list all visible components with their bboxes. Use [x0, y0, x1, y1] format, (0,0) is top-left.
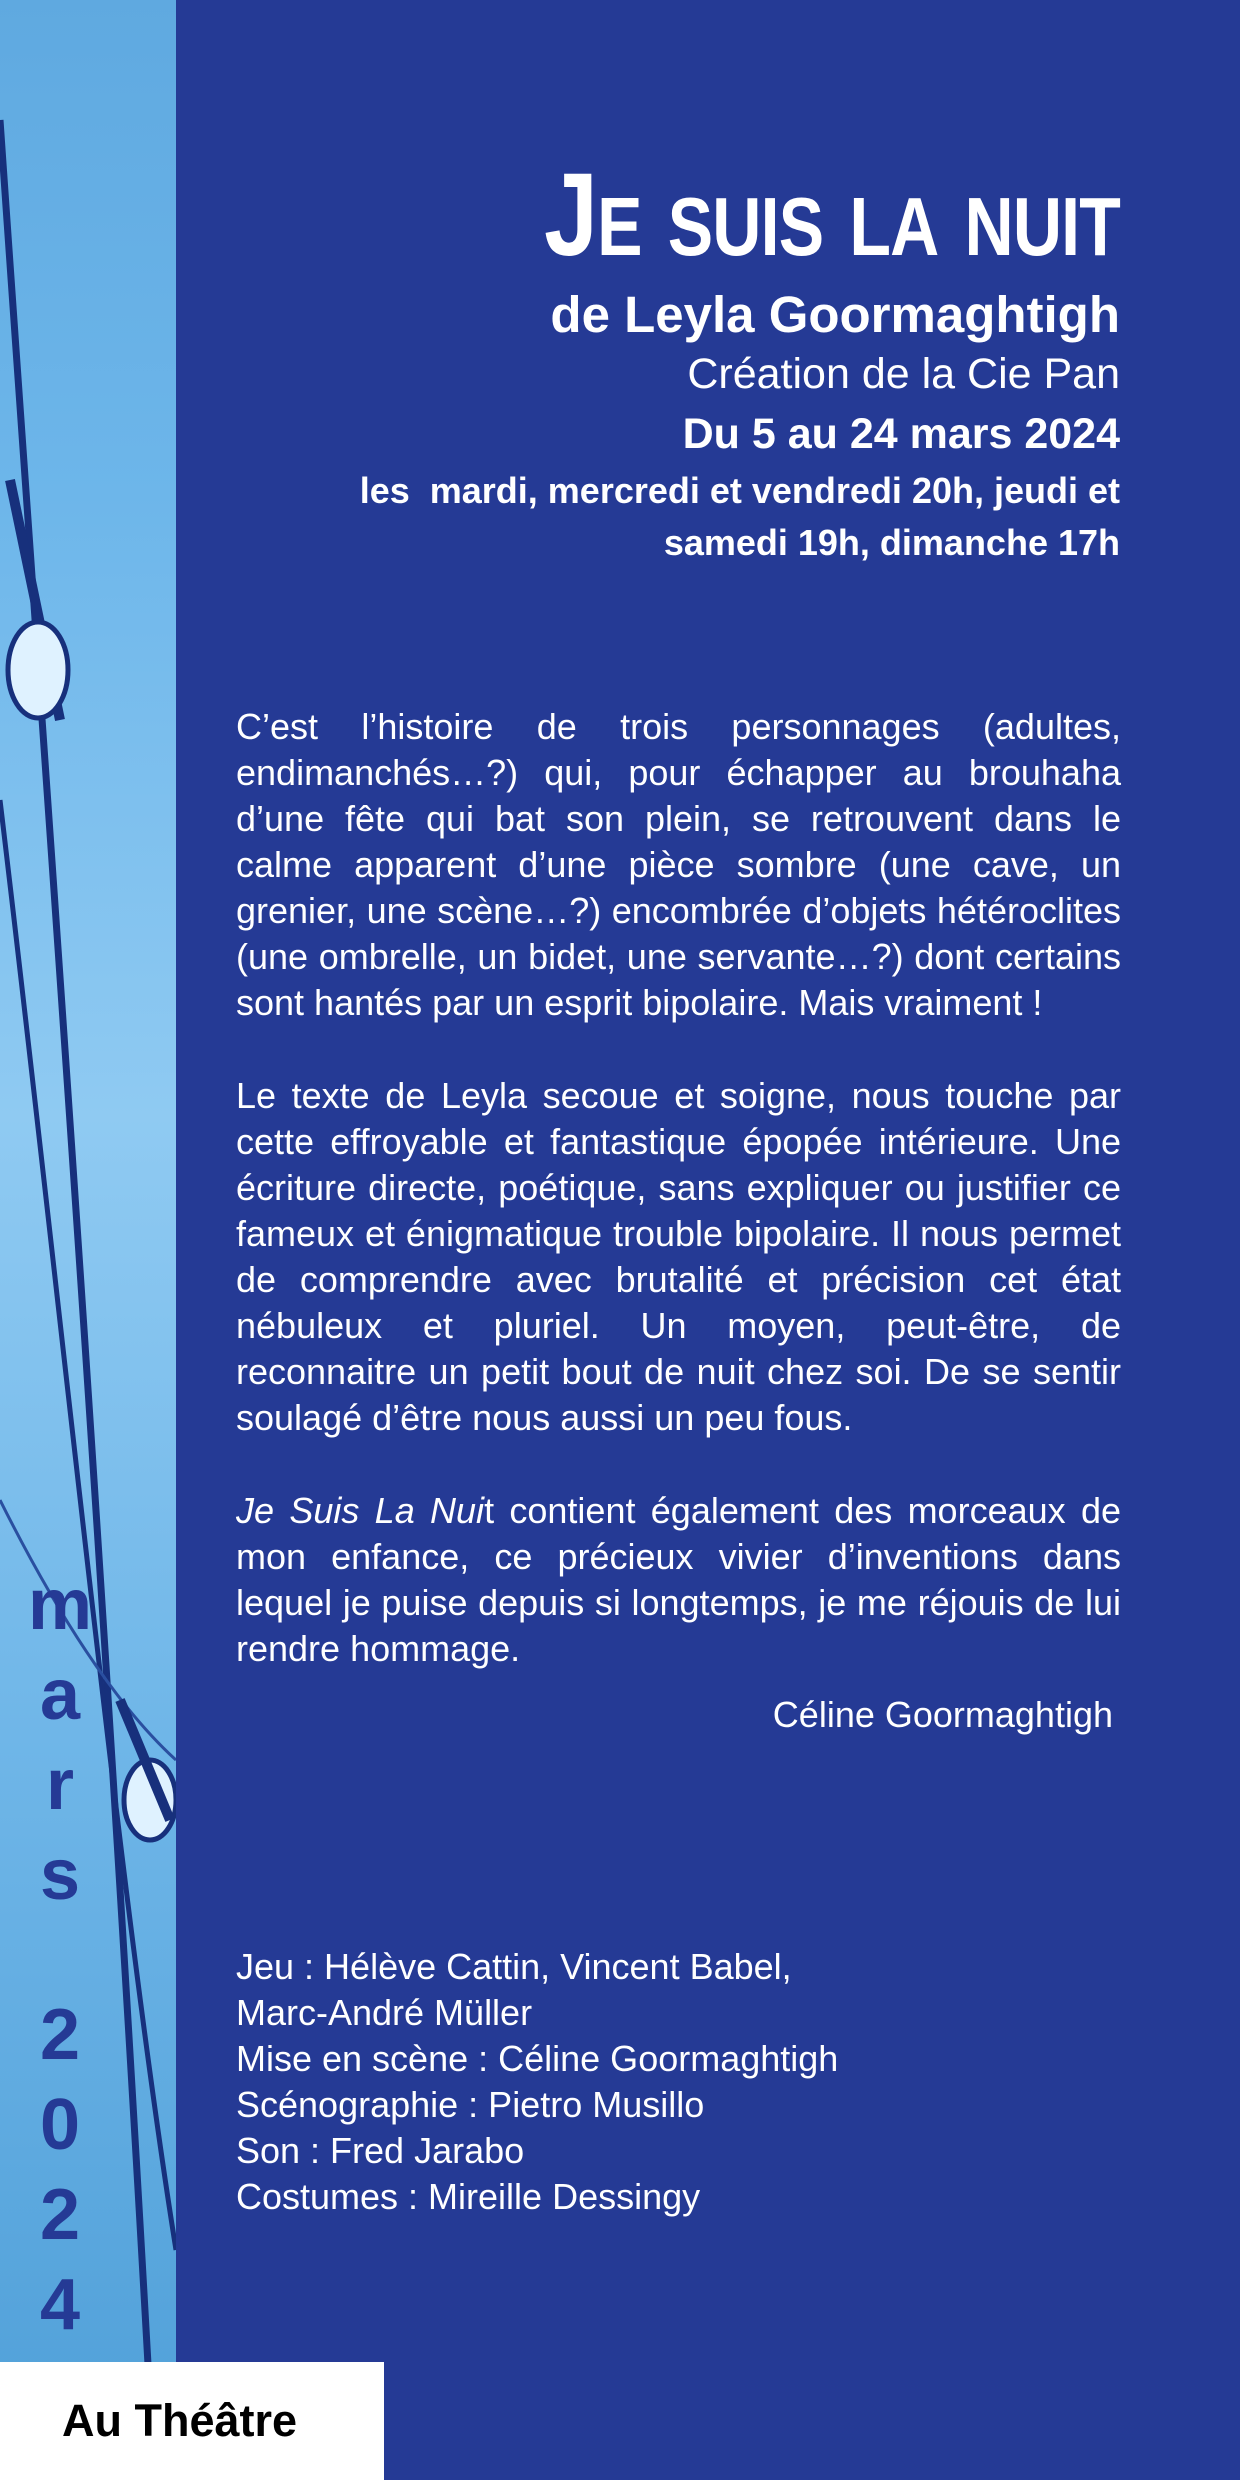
paragraph-text: t contient également des morceaux de mon enfance, ce précieux vivier d’inventions dans lequel je puise depuis si longtemps, je me réjouis de lui rendre hommage. — [236, 1490, 1121, 1669]
credit-line: Son : Fred Jarabo — [236, 2130, 525, 2171]
show-header — [160, 150, 1120, 568]
synopsis-paragraph: C’est l’histoire de trois personnages (adultes, endimanchés…?) qui, pour échapper au brouhaha d’une fête qui bat son plein, se retrouvent dans le calme apparent d’une pièce sombre (une cave, un grenier, une scène…?) encombrée d’objets hétéroclites (une ombrelle, un bidet, une servante…?) dont certains sont hantés par un esprit bipolaire. Mais vraiment ! — [236, 706, 1121, 1023]
year-digit: 4 — [39, 2265, 81, 2345]
company-credit: Création de la Cie Pan — [687, 350, 1120, 398]
synopsis-paragraph — [236, 1488, 1121, 1672]
credit-line: Jeu : Hélève Cattin, Vincent Babel, — [236, 1946, 792, 1987]
show-author: de Leyla Goormaghtigh — [550, 286, 1120, 343]
run-dates: Du 5 au 24 mars 2024 — [682, 410, 1120, 458]
vertical-date — [28, 1560, 92, 2350]
month-letter: a — [39, 1655, 81, 1735]
schedule-line-2: samedi 19h, dimanche 17h — [663, 522, 1120, 563]
year-digit: 0 — [39, 2085, 81, 2165]
year-digit: 2 — [39, 2175, 81, 2255]
month-letter: s — [39, 1835, 81, 1915]
title-reference: Je Suis La Nui — [236, 1490, 485, 1531]
credits-list — [236, 1944, 1121, 2220]
cover-photo-strip — [0, 0, 176, 2480]
synopsis-paragraph: Le texte de Leyla secoue et soigne, nous touche par cette effroyable et fantastique épopée intérieure. Une écriture directe, poétique, sans expliquer ou justifier ce fameux et énigmatique trouble bipolaire. Il nous permet de comprendre avec brutalité et précision cet état nébuleux et pluriel. Un moyen, peut-être, de reconnaitre un petit bout de nuit chez soi. De se sentir soulagé d’être nous aussi un peu fous. — [236, 1075, 1121, 1438]
year-digit: 2 — [39, 1995, 81, 2075]
synopsis — [236, 704, 1121, 1738]
credit-line: Mise en scène : Céline Goormaghtigh — [236, 2038, 839, 2079]
credit-line: Costumes : Mireille Dessingy — [236, 2176, 701, 2217]
signature: Céline Goormaghtigh — [772, 1694, 1113, 1735]
credit-line: Marc-André Müller — [236, 1992, 533, 2033]
show-title: Je suis la nuit — [544, 149, 1120, 281]
schedule-line-1: les mardi, mercredi et vendredi 20h, jeudi et — [359, 470, 1120, 511]
month-letter: r — [45, 1745, 75, 1825]
venue-label: Au Théâtre — [0, 2362, 384, 2480]
month-letter: m — [27, 1565, 93, 1645]
credit-line: Scénographie : Pietro Musillo — [236, 2084, 705, 2125]
